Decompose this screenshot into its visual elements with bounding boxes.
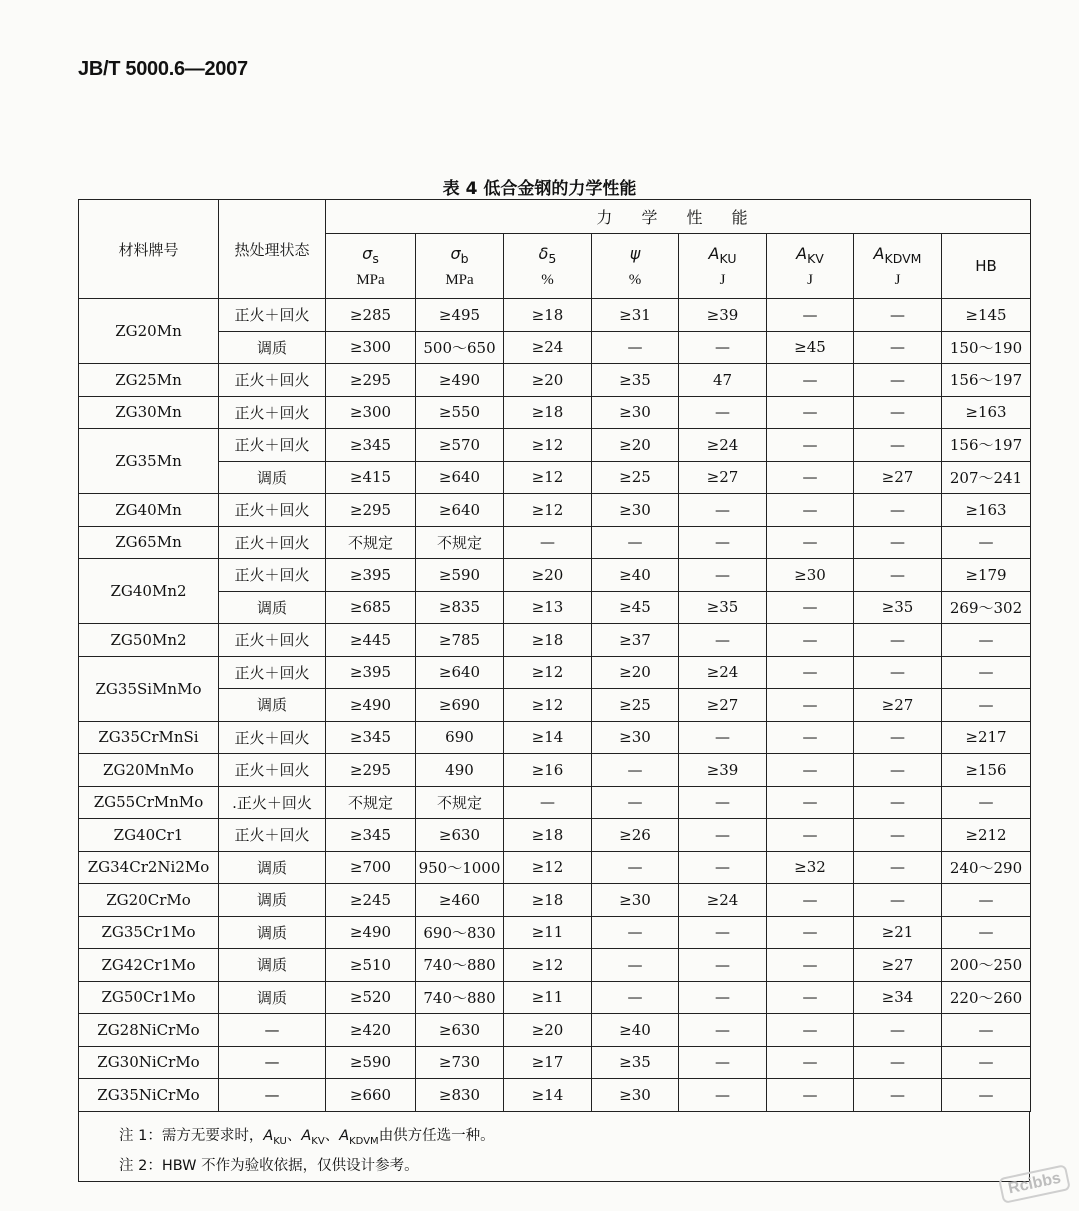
table-row <box>79 916 1031 949</box>
property-value-cell: — <box>854 396 942 429</box>
property-value-cell: ≥31 <box>592 299 679 332</box>
property-value-cell: 500～650 <box>416 331 504 364</box>
property-value-cell: ≥26 <box>592 819 679 852</box>
property-value-cell: ≥27 <box>679 689 767 722</box>
property-value-cell: — <box>767 754 854 787</box>
material-grade: ZG42Cr1Mo <box>79 949 219 982</box>
property-value-cell: ≥30 <box>592 396 679 429</box>
property-value-cell: ≥345 <box>326 721 416 754</box>
property-value-cell: — <box>854 721 942 754</box>
property-value-cell: 156～197 <box>942 429 1031 462</box>
property-value-cell: ≥345 <box>326 429 416 462</box>
table-row <box>79 819 1031 852</box>
property-value-cell: ≥18 <box>504 819 592 852</box>
property-value-cell: ≥11 <box>504 916 592 949</box>
property-value-cell: — <box>592 754 679 787</box>
material-grade: ZG40Mn <box>79 494 219 527</box>
table-row <box>79 949 1031 982</box>
heat-treatment-cell: 正火＋回火 <box>219 624 326 657</box>
property-value-cell: ≥300 <box>326 396 416 429</box>
property-value-cell: ≥830 <box>416 1079 504 1112</box>
note-1: 注 1：需方无要求时，$A_{KU}$、$A_{KV}$、$A_{KDVM}$由供方任选一种。 <box>119 1128 495 1147</box>
property-value-cell: 不规定 <box>326 786 416 819</box>
property-value-cell: — <box>767 884 854 917</box>
property-value-cell: — <box>942 624 1031 657</box>
property-value-cell: — <box>942 656 1031 689</box>
table-row <box>79 656 1031 689</box>
property-value-cell: — <box>942 689 1031 722</box>
property-value-cell: — <box>679 526 767 559</box>
table-row <box>79 981 1031 1014</box>
property-value-cell: — <box>767 591 854 624</box>
table-row <box>79 786 1031 819</box>
property-value-cell: ≥285 <box>326 299 416 332</box>
property-value-cell: ≥12 <box>504 429 592 462</box>
property-value-cell: — <box>679 1046 767 1079</box>
material-grade: ZG30Mn <box>79 396 219 429</box>
property-value-cell: — <box>767 1046 854 1079</box>
property-value-cell: — <box>767 949 854 982</box>
property-value-cell: ≥11 <box>504 981 592 1014</box>
property-value-cell: ≥295 <box>326 494 416 527</box>
property-value-cell: ≥640 <box>416 656 504 689</box>
property-value-cell: ≥420 <box>326 1014 416 1047</box>
property-value-cell: ≥640 <box>416 461 504 494</box>
property-value-cell: ≥590 <box>326 1046 416 1079</box>
table-row <box>79 331 1031 364</box>
property-value-cell: — <box>854 1014 942 1047</box>
table-caption: 表 4 低合金钢的力学性能 <box>442 179 637 199</box>
property-value-cell: ≥45 <box>592 591 679 624</box>
property-value-cell: — <box>767 396 854 429</box>
standard-number: JB/T 5000.6—2007 <box>78 58 248 80</box>
property-value-cell: ≥14 <box>504 1079 592 1112</box>
property-value-cell: — <box>942 1014 1031 1047</box>
heat-treatment-cell: 调质 <box>219 916 326 949</box>
property-value-cell: ≥27 <box>854 689 942 722</box>
property-value-cell: ≥45 <box>767 331 854 364</box>
property-value-cell: — <box>854 429 942 462</box>
property-value-cell: — <box>854 624 942 657</box>
property-value-cell: ≥24 <box>504 331 592 364</box>
property-value-cell: ≥590 <box>416 559 504 592</box>
property-value-cell: — <box>942 884 1031 917</box>
property-value-cell: — <box>854 656 942 689</box>
property-value-cell: ≥27 <box>854 461 942 494</box>
material-grade: ZG50Cr1Mo <box>79 981 219 1014</box>
property-value-cell: ≥415 <box>326 461 416 494</box>
property-value-cell: — <box>679 494 767 527</box>
property-value-cell: — <box>854 1046 942 1079</box>
table-notes <box>78 1112 1030 1182</box>
property-value-cell: ≥35 <box>592 1046 679 1079</box>
property-value-cell: 47 <box>679 364 767 397</box>
property-value-cell: 690～830 <box>416 916 504 949</box>
property-value-cell: ≥18 <box>504 884 592 917</box>
table-row <box>79 526 1031 559</box>
property-value-cell: ≥495 <box>416 299 504 332</box>
property-value-cell: — <box>942 916 1031 949</box>
property-value-cell: ≥20 <box>504 559 592 592</box>
property-value-cell: ≥730 <box>416 1046 504 1079</box>
header-col-4: $A_{KU}$ J <box>679 234 767 299</box>
property-value-cell: ≥16 <box>504 754 592 787</box>
property-value-cell: ≥395 <box>326 656 416 689</box>
material-grade: ZG25Mn <box>79 364 219 397</box>
property-value-cell: ≥25 <box>592 689 679 722</box>
property-value-cell: 269～302 <box>942 591 1031 624</box>
material-grade: ZG55CrMnMo <box>79 786 219 819</box>
property-value-cell: ≥20 <box>504 1014 592 1047</box>
property-value-cell: ≥24 <box>679 656 767 689</box>
note-2: 注 2：HBW 不作为验收依据，仅供设计参考。 <box>119 1158 419 1174</box>
property-value-cell: — <box>767 786 854 819</box>
property-value-cell: — <box>767 916 854 949</box>
property-value-cell: ≥25 <box>592 461 679 494</box>
property-value-cell: — <box>592 331 679 364</box>
heat-treatment-cell: 正火＋回火 <box>219 429 326 462</box>
property-value-cell: ≥163 <box>942 396 1031 429</box>
property-value-cell: 不规定 <box>416 786 504 819</box>
property-value-cell: ≥690 <box>416 689 504 722</box>
property-value-cell: — <box>854 1079 942 1112</box>
property-value-cell: — <box>942 1046 1031 1079</box>
header-col-5: $A_{KV}$ J <box>767 234 854 299</box>
property-value-cell: ≥27 <box>679 461 767 494</box>
property-value-cell: 490 <box>416 754 504 787</box>
table-row <box>79 299 1031 332</box>
property-value-cell: — <box>854 331 942 364</box>
property-value-cell: 156～197 <box>942 364 1031 397</box>
property-value-cell: ≥35 <box>854 591 942 624</box>
table-row <box>79 396 1031 429</box>
property-value-cell: — <box>504 526 592 559</box>
property-value-cell: 950～1000 <box>416 851 504 884</box>
property-value-cell: — <box>854 526 942 559</box>
property-value-cell: — <box>854 819 942 852</box>
property-value-cell: — <box>592 981 679 1014</box>
property-value-cell: ≥18 <box>504 396 592 429</box>
material-grade: ZG30NiCrMo <box>79 1046 219 1079</box>
header-treatment: 热处理状态 <box>219 200 326 299</box>
property-value-cell: ≥30 <box>767 559 854 592</box>
property-value-cell: 207～241 <box>942 461 1031 494</box>
material-grade: ZG35NiCrMo <box>79 1079 219 1112</box>
property-value-cell: ≥18 <box>504 624 592 657</box>
header-material: 材料牌号 <box>79 200 219 299</box>
property-value-cell: — <box>942 786 1031 819</box>
material-grade: ZG34Cr2Ni2Mo <box>79 851 219 884</box>
table-row <box>79 364 1031 397</box>
property-value-cell: ≥217 <box>942 721 1031 754</box>
property-value-cell: — <box>679 559 767 592</box>
property-value-cell: ≥12 <box>504 461 592 494</box>
property-value-cell: — <box>767 721 854 754</box>
material-grade: ZG35SiMnMo <box>79 656 219 721</box>
table-row <box>79 591 1031 624</box>
property-value-cell: ≥14 <box>504 721 592 754</box>
property-value-cell: 740～880 <box>416 949 504 982</box>
property-value-cell: ≥27 <box>854 949 942 982</box>
property-value-cell: ≥700 <box>326 851 416 884</box>
header-col-1: $\sigma_b$ MPa <box>416 234 504 299</box>
property-value-cell: — <box>767 526 854 559</box>
table-row <box>79 754 1031 787</box>
property-value-cell: 200～250 <box>942 949 1031 982</box>
property-value-cell: — <box>854 786 942 819</box>
table-row <box>79 1079 1031 1112</box>
heat-treatment-cell: 调质 <box>219 689 326 722</box>
table-row <box>79 624 1031 657</box>
property-value-cell: 不规定 <box>416 526 504 559</box>
property-value-cell: — <box>679 981 767 1014</box>
property-value-cell: ≥35 <box>592 364 679 397</box>
property-value-cell: — <box>854 494 942 527</box>
property-value-cell: ≥24 <box>679 884 767 917</box>
property-value-cell: ≥20 <box>592 656 679 689</box>
header-col-3: ψ % <box>592 234 679 299</box>
property-value-cell: — <box>767 819 854 852</box>
property-value-cell: ≥30 <box>592 1079 679 1112</box>
property-value-cell: — <box>767 981 854 1014</box>
property-value-cell: — <box>767 494 854 527</box>
property-value-cell: 不规定 <box>326 526 416 559</box>
property-value-cell: — <box>942 526 1031 559</box>
header-col-6: $A_{KDVM}$ J <box>854 234 942 299</box>
property-value-cell: ≥24 <box>679 429 767 462</box>
property-value-cell: ≥39 <box>679 754 767 787</box>
material-grade: ZG35Mn <box>79 429 219 494</box>
property-value-cell: ≥630 <box>416 1014 504 1047</box>
property-value-cell: 240～290 <box>942 851 1031 884</box>
property-value-cell: — <box>592 916 679 949</box>
property-value-cell: ≥520 <box>326 981 416 1014</box>
table-row <box>79 689 1031 722</box>
property-value-cell: ≥37 <box>592 624 679 657</box>
property-value-cell: ≥20 <box>504 364 592 397</box>
table-row <box>79 1014 1031 1047</box>
property-value-cell: ≥245 <box>326 884 416 917</box>
heat-treatment-cell: 调质 <box>219 591 326 624</box>
property-value-cell: ≥490 <box>416 364 504 397</box>
property-value-cell: — <box>767 1014 854 1047</box>
table-row <box>79 429 1031 462</box>
property-value-cell: ≥490 <box>326 916 416 949</box>
property-value-cell: — <box>942 1079 1031 1112</box>
property-value-cell: ≥660 <box>326 1079 416 1112</box>
property-value-cell: — <box>679 819 767 852</box>
property-value-cell: — <box>767 656 854 689</box>
material-grade: ZG35CrMnSi <box>79 721 219 754</box>
property-value-cell: — <box>767 1079 854 1112</box>
property-value-cell: — <box>592 786 679 819</box>
property-value-cell: ≥21 <box>854 916 942 949</box>
property-value-cell: ≥30 <box>592 494 679 527</box>
property-value-cell: ≥570 <box>416 429 504 462</box>
material-grade: ZG40Mn2 <box>79 559 219 624</box>
property-value-cell: 690 <box>416 721 504 754</box>
heat-treatment-cell: — <box>219 1079 326 1112</box>
property-value-cell: — <box>854 754 942 787</box>
property-value-cell: ≥39 <box>679 299 767 332</box>
table-row <box>79 851 1031 884</box>
heat-treatment-cell: 调质 <box>219 331 326 364</box>
property-value-cell: — <box>679 721 767 754</box>
property-value-cell: — <box>679 786 767 819</box>
material-grade: ZG20CrMo <box>79 884 219 917</box>
table-row <box>79 559 1031 592</box>
property-value-cell: ≥785 <box>416 624 504 657</box>
table-row <box>79 1046 1031 1079</box>
heat-treatment-cell: 正火＋回火 <box>219 721 326 754</box>
header-col-0: $\sigma_s$ MPa <box>326 234 416 299</box>
material-grade: ZG50Mn2 <box>79 624 219 657</box>
property-value-cell: ≥12 <box>504 494 592 527</box>
property-value-cell: — <box>679 949 767 982</box>
table-row <box>79 494 1031 527</box>
heat-treatment-cell: 正火＋回火 <box>219 819 326 852</box>
property-value-cell: ≥640 <box>416 494 504 527</box>
property-value-cell: 740～880 <box>416 981 504 1014</box>
table-row <box>79 721 1031 754</box>
property-value-cell: ≥835 <box>416 591 504 624</box>
property-value-cell: — <box>767 624 854 657</box>
header-mechanical-properties: 力 学 性 能 <box>326 200 1031 234</box>
property-value-cell: ≥17 <box>504 1046 592 1079</box>
material-grade: ZG28NiCrMo <box>79 1014 219 1047</box>
property-value-cell: ≥35 <box>679 591 767 624</box>
heat-treatment-cell: 正火＋回火 <box>219 299 326 332</box>
property-value-cell: — <box>854 884 942 917</box>
property-value-cell: 150～190 <box>942 331 1031 364</box>
property-value-cell: ≥12 <box>504 949 592 982</box>
heat-treatment-cell: — <box>219 1046 326 1079</box>
property-value-cell: ≥40 <box>592 559 679 592</box>
property-value-cell: ≥300 <box>326 331 416 364</box>
property-value-cell: ≥460 <box>416 884 504 917</box>
property-value-cell: ≥510 <box>326 949 416 982</box>
property-value-cell: ≥18 <box>504 299 592 332</box>
property-value-cell: ≥34 <box>854 981 942 1014</box>
heat-treatment-cell: 正火＋回火 <box>219 396 326 429</box>
property-value-cell: — <box>767 689 854 722</box>
property-value-cell: — <box>679 851 767 884</box>
table-row <box>79 461 1031 494</box>
property-value-cell: — <box>592 949 679 982</box>
property-value-cell: — <box>767 364 854 397</box>
heat-treatment-cell: 正火＋回火 <box>219 494 326 527</box>
heat-treatment-cell: — <box>219 1014 326 1047</box>
property-value-cell: ≥395 <box>326 559 416 592</box>
property-value-cell: ≥13 <box>504 591 592 624</box>
property-value-cell: — <box>854 559 942 592</box>
property-value-cell: 220～260 <box>942 981 1031 1014</box>
property-value-cell: — <box>679 624 767 657</box>
property-value-cell: — <box>679 1014 767 1047</box>
property-value-cell: ≥30 <box>592 721 679 754</box>
header-col-7: HB <box>942 234 1031 299</box>
property-value-cell: ≥145 <box>942 299 1031 332</box>
heat-treatment-cell: .正火＋回火 <box>219 786 326 819</box>
property-value-cell: ≥345 <box>326 819 416 852</box>
property-value-cell: — <box>592 851 679 884</box>
heat-treatment-cell: 正火＋回火 <box>219 526 326 559</box>
property-value-cell: ≥550 <box>416 396 504 429</box>
material-grade: ZG20MnMo <box>79 754 219 787</box>
property-value-cell: ≥685 <box>326 591 416 624</box>
heat-treatment-cell: 调质 <box>219 461 326 494</box>
property-value-cell: ≥163 <box>942 494 1031 527</box>
table-row <box>79 884 1031 917</box>
heat-treatment-cell: 正火＋回火 <box>219 559 326 592</box>
property-value-cell: — <box>767 461 854 494</box>
table-body <box>79 299 1031 1112</box>
property-value-cell: ≥12 <box>504 656 592 689</box>
property-value-cell: ≥490 <box>326 689 416 722</box>
property-value-cell: — <box>679 396 767 429</box>
mechanical-properties-table <box>78 199 1031 1112</box>
property-value-cell: ≥630 <box>416 819 504 852</box>
property-value-cell: ≥20 <box>592 429 679 462</box>
property-value-cell: — <box>767 429 854 462</box>
property-value-cell: ≥212 <box>942 819 1031 852</box>
property-value-cell: ≥156 <box>942 754 1031 787</box>
property-value-cell: ≥295 <box>326 364 416 397</box>
property-value-cell: ≥295 <box>326 754 416 787</box>
property-value-cell: ≥30 <box>592 884 679 917</box>
property-value-cell: ≥179 <box>942 559 1031 592</box>
property-value-cell: — <box>679 1079 767 1112</box>
heat-treatment-cell: 调质 <box>219 981 326 1014</box>
property-value-cell: — <box>592 526 679 559</box>
property-value-cell: — <box>854 299 942 332</box>
heat-treatment-cell: 调质 <box>219 949 326 982</box>
property-value-cell: ≥32 <box>767 851 854 884</box>
property-value-cell: — <box>679 916 767 949</box>
material-grade: ZG35Cr1Mo <box>79 916 219 949</box>
heat-treatment-cell: 正火＋回火 <box>219 754 326 787</box>
heat-treatment-cell: 正火＋回火 <box>219 656 326 689</box>
material-grade: ZG65Mn <box>79 526 219 559</box>
property-value-cell: — <box>504 786 592 819</box>
property-value-cell: ≥12 <box>504 689 592 722</box>
property-value-cell: — <box>767 299 854 332</box>
property-value-cell: ≥12 <box>504 851 592 884</box>
heat-treatment-cell: 正火＋回火 <box>219 364 326 397</box>
watermark: Rcibbs <box>998 1164 1071 1204</box>
property-value-cell: — <box>854 364 942 397</box>
property-value-cell: — <box>854 851 942 884</box>
property-value-cell: — <box>679 331 767 364</box>
material-grade: ZG40Cr1 <box>79 819 219 852</box>
heat-treatment-cell: 调质 <box>219 884 326 917</box>
property-value-cell: ≥445 <box>326 624 416 657</box>
heat-treatment-cell: 调质 <box>219 851 326 884</box>
property-value-cell: ≥40 <box>592 1014 679 1047</box>
header-col-2: $\delta_5$ % <box>504 234 592 299</box>
material-grade: ZG20Mn <box>79 299 219 364</box>
